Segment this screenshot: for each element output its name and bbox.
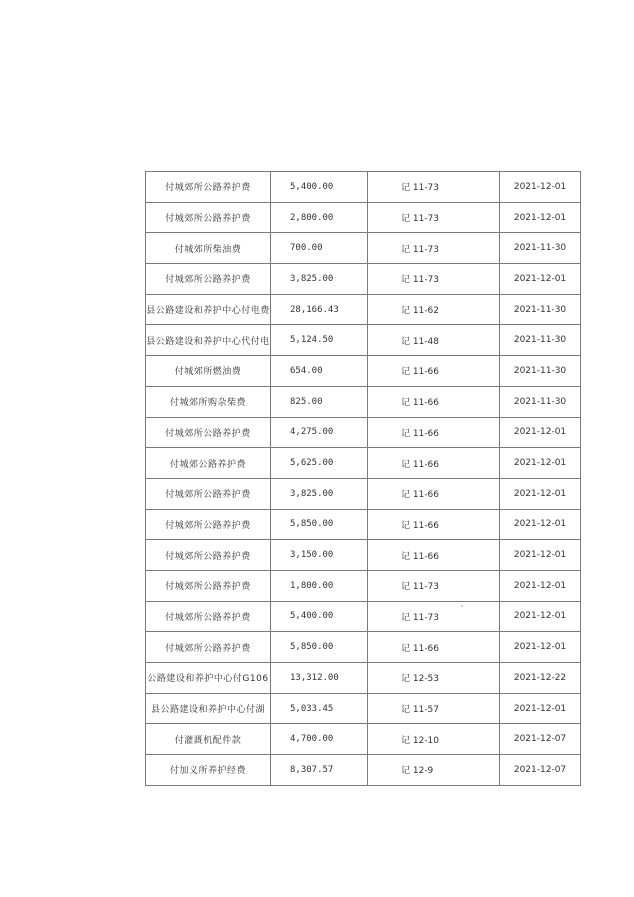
row-voucher-ref: 记 11-66	[368, 478, 500, 509]
row-voucher-ref: 记 11-66	[368, 356, 500, 387]
ledger-body	[146, 172, 581, 786]
row-description: 付加义所养护经费	[146, 755, 271, 786]
row-description: 付城郊公路养护费	[146, 448, 271, 479]
row-amount: 5,400.00	[271, 172, 368, 203]
row-date: 2021-12-01	[500, 570, 581, 601]
row-amount: 3,150.00	[271, 540, 368, 571]
row-voucher-ref: 记 12-53	[368, 663, 500, 694]
table-row	[146, 663, 581, 694]
row-voucher-ref: 记 11-48	[368, 325, 500, 356]
row-description: 付城郊所公路养护费	[146, 601, 271, 632]
row-amount: 654.00	[271, 356, 368, 387]
row-voucher-ref: 记 11-73	[368, 601, 500, 632]
ledger-table	[145, 171, 581, 786]
row-voucher-ref: 记 11-66	[368, 632, 500, 663]
row-date: 2021-12-01	[500, 509, 581, 540]
table-row	[146, 202, 581, 233]
row-amount: 3,825.00	[271, 264, 368, 295]
row-date: 2021-12-01	[500, 478, 581, 509]
row-date: 2021-11-30	[500, 325, 581, 356]
row-voucher-ref: 记 11-73	[368, 570, 500, 601]
row-description: 县公路建设和养护中心代付电	[146, 325, 271, 356]
row-voucher-ref: 记 11-73	[368, 202, 500, 233]
row-voucher-ref: 记 11-73	[368, 264, 500, 295]
table-row	[146, 264, 581, 295]
row-date: 2021-11-30	[500, 294, 581, 325]
row-amount: 825.00	[271, 386, 368, 417]
table-row	[146, 386, 581, 417]
row-voucher-ref: 记 12-9	[368, 755, 500, 786]
row-date: 2021-12-01	[500, 417, 581, 448]
table-row	[146, 294, 581, 325]
row-voucher-ref: 记 11-73	[368, 233, 500, 264]
row-date: 2021-12-01	[500, 202, 581, 233]
table-row	[146, 233, 581, 264]
row-date: 2021-12-01	[500, 448, 581, 479]
row-description: 付城郊所公路养护费	[146, 478, 271, 509]
row-amount: 13,312.00	[271, 663, 368, 694]
row-amount: 2,800.00	[271, 202, 368, 233]
row-voucher-ref: 记 11-62	[368, 294, 500, 325]
row-description: 付城郊所公路养护费	[146, 540, 271, 571]
row-description: 付城郊所燃油费	[146, 356, 271, 387]
table-row	[146, 325, 581, 356]
row-date: 2021-12-01	[500, 172, 581, 203]
row-description: 公路建设和养护中心付G106	[146, 663, 271, 694]
table-row	[146, 570, 581, 601]
row-date: 2021-11-30	[500, 386, 581, 417]
row-amount: 5,400.00	[271, 601, 368, 632]
row-date: 2021-12-01	[500, 540, 581, 571]
row-amount: 1,800.00	[271, 570, 368, 601]
row-amount: 4,275.00	[271, 417, 368, 448]
row-description: 县公路建设和养护中心付电费	[146, 294, 271, 325]
row-description: 付城郊所公路养护费	[146, 172, 271, 203]
row-amount: 8,307.57	[271, 755, 368, 786]
row-voucher-ref: 记 11-66	[368, 540, 500, 571]
row-date: 2021-12-01	[500, 601, 581, 632]
table-row	[146, 478, 581, 509]
row-date: 2021-11-30	[500, 356, 581, 387]
table-row	[146, 172, 581, 203]
row-amount: 5,033.45	[271, 693, 368, 724]
table-row	[146, 356, 581, 387]
row-description: 付灌溉机配件款	[146, 724, 271, 755]
table-row	[146, 693, 581, 724]
row-amount: 5,850.00	[271, 509, 368, 540]
row-voucher-ref: 记 11-66	[368, 386, 500, 417]
table-row	[146, 632, 581, 663]
row-voucher-ref: 记 11-66	[368, 509, 500, 540]
row-description: 付城郊所公路养护费	[146, 264, 271, 295]
row-date: 2021-12-22	[500, 663, 581, 694]
row-amount: 4,700.00	[271, 724, 368, 755]
row-date: 2021-12-07	[500, 724, 581, 755]
row-date: 2021-12-01	[500, 632, 581, 663]
scan-speck	[461, 605, 463, 607]
table-row	[146, 724, 581, 755]
row-date: 2021-12-01	[500, 693, 581, 724]
row-amount: 5,124.50	[271, 325, 368, 356]
row-amount: 5,850.00	[271, 632, 368, 663]
row-date: 2021-11-30	[500, 233, 581, 264]
row-voucher-ref: 记 11-66	[368, 417, 500, 448]
row-description: 付城郊所购杂柴费	[146, 386, 271, 417]
row-date: 2021-12-01	[500, 264, 581, 295]
row-amount: 700.00	[271, 233, 368, 264]
row-amount: 5,625.00	[271, 448, 368, 479]
row-voucher-ref: 记 11-66	[368, 448, 500, 479]
table-row	[146, 509, 581, 540]
table-row	[146, 417, 581, 448]
row-description: 付城郊所柴油费	[146, 233, 271, 264]
row-description: 付城郊所公路养护费	[146, 202, 271, 233]
row-amount: 28,166.43	[271, 294, 368, 325]
row-date: 2021-12-07	[500, 755, 581, 786]
row-description: 县公路建设和养护中心付湖	[146, 693, 271, 724]
table-row	[146, 540, 581, 571]
row-amount: 3,825.00	[271, 478, 368, 509]
table-row	[146, 448, 581, 479]
row-description: 付城郊所公路养护费	[146, 570, 271, 601]
row-voucher-ref: 记 12-10	[368, 724, 500, 755]
table-row	[146, 601, 581, 632]
row-voucher-ref: 记 11-57	[368, 693, 500, 724]
row-voucher-ref: 记 11-73	[368, 172, 500, 203]
row-description: 付城郊所公路养护费	[146, 632, 271, 663]
row-description: 付城郊所公路养护费	[146, 417, 271, 448]
row-description: 付城郊所公路养护费	[146, 509, 271, 540]
table-row	[146, 755, 581, 786]
